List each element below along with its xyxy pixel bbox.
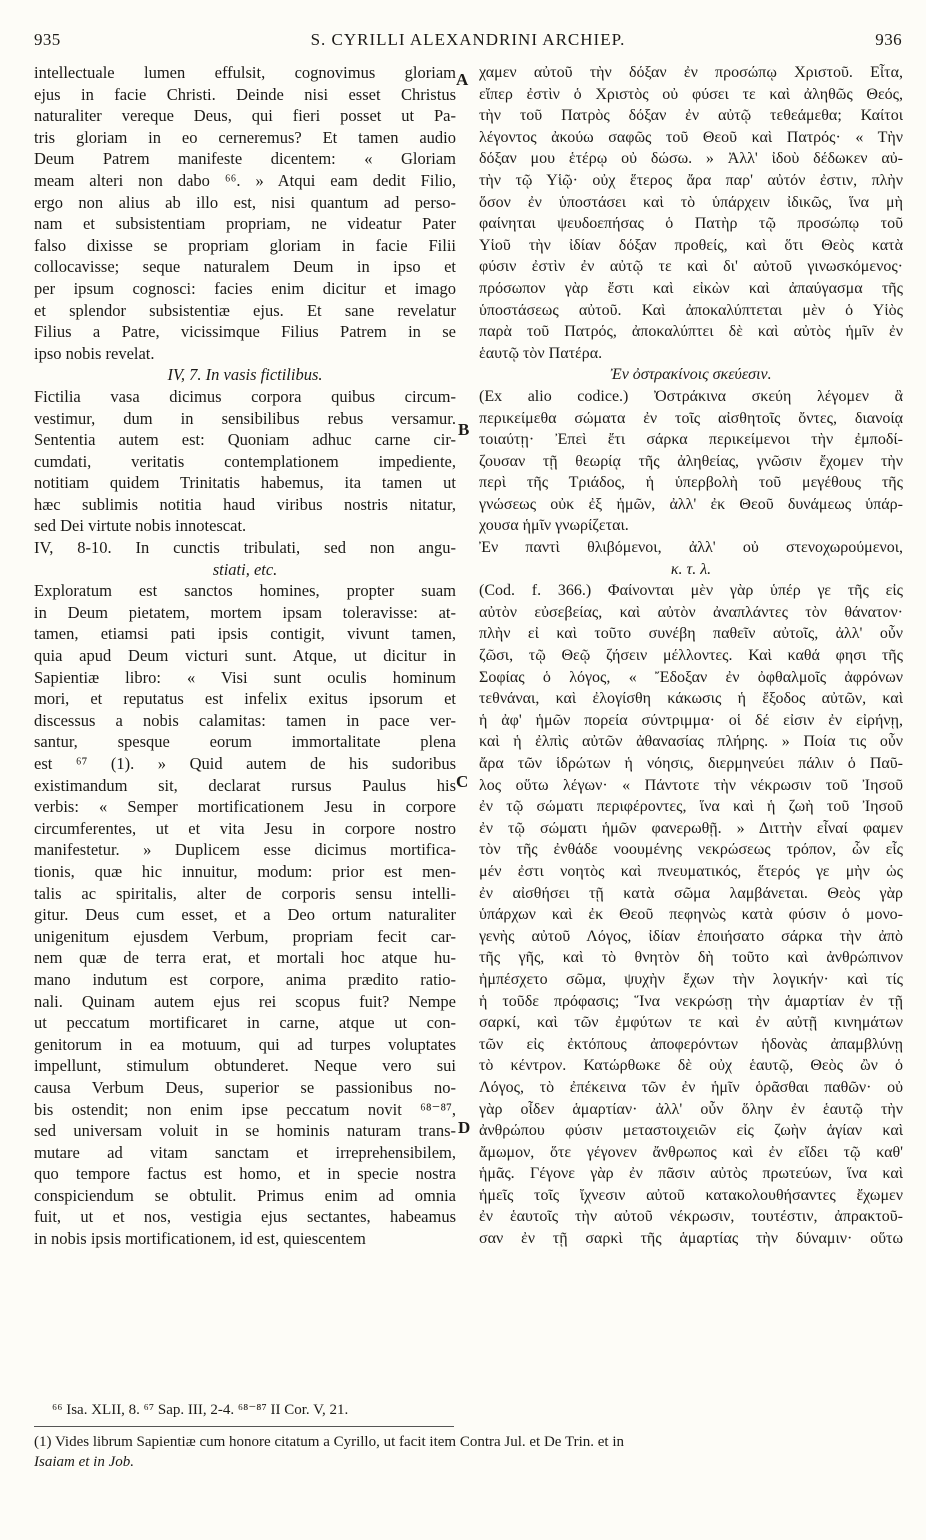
left-column-line: sed Dei virtute nobis innotescat. <box>34 516 247 536</box>
running-title: S. CYRILLI ALEXANDRINI ARCHIEP. <box>310 30 626 49</box>
margin-marker-b: B <box>458 420 470 439</box>
right-column-line: δόξαν μου ἑτέρῳ οὐ δώσω. » Ἀλλ' ἰδοὺ δέδωκεν αὐ- <box>479 150 903 168</box>
right-column-line: περικείμεθα σώματα ἐν τοῖς αἰσθητοῖς ὄντες, διανοίᾳ <box>479 409 903 427</box>
right-column-line: ἑαυτῷ τὸν Πατέρα. <box>479 344 603 362</box>
right-column-line: ἠμπέσχετο σῶμα, ψυχὴν ἔχων τὴν λογικήν· καὶ τίς <box>479 970 903 988</box>
left-column-line: IV, 7. In vasis fictilibus. <box>167 365 323 385</box>
right-column-line: τῆς γῆς, καὶ τὸ θνητὸν δὴ τοῦτο καὶ ἀνθρώπινον <box>479 949 903 967</box>
left-column-line: falso dixisse se propriam gloriam in facie Filii <box>34 235 456 255</box>
page-header <box>34 22 902 56</box>
left-column-line: unigenitum ejusdem Verbum, propriam fecit car- <box>34 926 456 946</box>
greek-column <box>479 62 903 1250</box>
left-column-line: sed universam voluit in se hominis naturam trans- <box>34 1121 456 1141</box>
left-column-line: mano indutum est corpore, anima prædito ratio- <box>34 969 456 989</box>
left-column-line: IV, 8-10. In cunctis tribulati, sed non angu- <box>34 538 456 558</box>
right-column-line: Ἐν ὀστρακίνοις σκεύεσιν. <box>610 366 772 384</box>
left-column-line: et splendor subsistentiæ ejus. Et sane revelatur <box>34 300 456 320</box>
left-column-line: in nobis ipsis mortificationem, id est, quiescentem <box>34 1229 366 1249</box>
right-column-line: λος οὕτω λέγων· « Πάντοτε τὴν νέκρωσιν τοῦ Ἰησοῦ <box>479 776 903 794</box>
right-column-line: ἡ ἀφ' ἡμῶν πορεία σύντριμμα· οἱ δέ εἰσιν ἐν εἰρήνῃ, <box>479 711 903 729</box>
right-column-line: Ἐν παντὶ θλιβόμενοι, ἀλλ' οὐ στενοχωρούμενοι, <box>479 539 903 557</box>
left-column-line: causa Verbum Deus, superior se passionibus no- <box>34 1077 456 1097</box>
left-column-line: intellectuale lumen effulsit, cognovimus gloriam <box>34 63 456 82</box>
left-column-line: nam et subsistentiam propriam, ne videatur Pater <box>34 214 456 234</box>
right-column-line: τεθνάναι, καὶ ἐλογίσθη κάκωσις ἡ ἔξοδος αὐτῶν, καὶ <box>479 690 903 708</box>
footnote-1-line-1: (1) Vides librum Sapientiæ cum honore citatum a Cyrillo, ut facit item Contra Jul. et De Trin. et in <box>34 1434 624 1450</box>
left-column-line: est ⁶⁷ (1). » Quid autem de his sudoribus <box>34 754 456 773</box>
margin-marker-c: C <box>456 772 469 791</box>
left-column-line: mori, et reputatus est infelix exitus ipsorum et <box>34 689 456 709</box>
right-column-line: ἐν ἑαυτοῖς τὴν αὐτοῦ νέκρωσιν, τουτέστιν, ἀπρακτοῦ- <box>479 1208 903 1226</box>
left-column-line: per ipsum cognosci: facies enim dicitur et imago <box>34 278 456 298</box>
left-column-line: conspiciendum se obtulit. Primus enim ad omnia <box>34 1185 456 1205</box>
left-column-line: bis ostendit; non enim ipse peccatum novit ⁶⁸⁻⁸⁷, <box>34 1099 456 1119</box>
left-column-line: verbis: « Semper mortificationem Jesu in corpore <box>34 797 456 817</box>
right-column-line: ὅσον ἐν ὑποστάσει καὶ τὸ ὑπάρχειν ἰδικῶς, ἵνα μὴ <box>479 193 903 211</box>
left-column-line: ejus in facie Christi. Deinde nisi esset Christus <box>34 84 456 104</box>
left-column-line: naturaliter vereque Deus, qui fieri posset ut Pa- <box>34 106 456 126</box>
left-column-line: ut peccatum mortificaret in carne, atque ut con- <box>34 1013 456 1033</box>
left-column-line: collocavisse; seque naturalem Deum in ipso et <box>34 257 456 277</box>
margin-marker-d: D <box>458 1118 471 1137</box>
right-column-line: αὐτὸν εὐσεβείας, καὶ αὐτὸν ἀναπλάντες τὸν θάνατον· <box>479 603 903 621</box>
right-column-line: σαν ἐν τῇ σαρκὶ τῆς ἁμαρτίας τὴν δύναμιν· οὕτω <box>479 1230 903 1248</box>
right-column-line: ἡμεῖς τοῖς ἴχνεσιν αὐτοῦ κατακολουθήσαντες ἔχωμεν <box>479 1186 903 1204</box>
left-column-line: circumferentes, ut et vita Jesu in corpore nostro <box>34 818 456 838</box>
left-column-line: mutare ad vitam sanctam et irreprehensibilem, <box>34 1142 456 1162</box>
left-column-line: ergo non alius ab illo est, nisi quantum ad perso- <box>34 192 456 212</box>
left-column-line: Filius a Patre, vicissimque Filius Patrem in se <box>34 322 456 342</box>
right-column-line: (Cod. f. 366.) Φαίνονται μὲν γὰρ ὑπέρ γε τῆς εἰς <box>479 582 903 600</box>
right-column-line: ἀνθρώπου φύσιν μεταστοιχειῶν εἰς ζωὴν ἁγίαν καὶ <box>479 1122 903 1140</box>
right-column-line: Σοφίας ὁ λόγος, « Ἔδοξαν ἐν ὀφθαλμοῖς ἀφρόνων <box>479 668 903 686</box>
right-column-line: πρόσωπον γὰρ ἔστι καὶ εἰκὼν καὶ ἀπαύγασμα τῆς <box>479 279 903 297</box>
left-column-line: discessus a nobis calamitas: tamen in pace ver- <box>34 710 456 730</box>
left-column-line: Sapientiæ libro: « Visi sunt oculis hominum <box>34 667 456 687</box>
left-column-line: Exploratum est sanctos homines, propter suam <box>34 581 456 601</box>
right-column-line: παρὰ τοῦ Πατρός, ἀποκαλύπτει δὲ καὶ αὐτὸς ἡμῖν ἐν <box>479 323 903 341</box>
footnote-references: ⁶⁶ Isa. XLII, 8. ⁶⁷ Sap. III, 2-4. ⁶⁸⁻⁸⁷ II Cor. V, 21. <box>52 1402 349 1418</box>
right-column-line: ζῶσι, τῷ Θεῷ ζήσειν μέλλοντες. Καὶ καθά φησι τῆς <box>479 647 903 665</box>
left-column-line: existimandum sit, declarat rursus Paulus his <box>34 775 456 795</box>
right-column-line: Λόγος, τὸ ἐπέκεινα τῶν ἐν ἡμῖν ὁρᾶσθαι παθῶν· οὐ <box>479 1078 903 1096</box>
right-column-line: ἄμωμον, ὅτε γέγονεν ἄνθρωπος καὶ ἐν εἴδει τῷ καθ' <box>479 1143 903 1161</box>
left-column-line: meam alteri non dabo ⁶⁶. » Atqui eam dedit Filio, <box>34 170 456 190</box>
left-column-line: manifestetur. » Duplicem esse dicimus mortifica- <box>34 840 456 860</box>
right-column-line: ἡ τοῦδε πρόφασις; Ἵνα νεκρώσῃ τὴν ἁμαρτίαν ἐν τῇ <box>479 992 903 1010</box>
left-column-line: notitiam quidem Trinitatis habemus, ita tamen ut <box>34 473 456 493</box>
right-column-line: γνώσεως οὐκ ἐξ ἡμῶν, ἀλλ' ἐκ Θεοῦ δυνάμεως ὑπάρ- <box>479 495 903 513</box>
right-column-line: ἄρα τῶν ἱδρώτων ἡ νόησις, διερμηνεύει πάλιν ὁ Παῦ- <box>479 755 903 772</box>
right-column-line: Υἱοῦ τὴν ἰδίαν δόξαν προθείς, καὶ ὅτι Θεὸς κατὰ <box>479 236 903 254</box>
left-column-line: quo tempore factus est homo, et in specie nostra <box>34 1164 456 1184</box>
left-column-line: tionis, quæ hic innuitur, modum: prior est men- <box>34 861 456 881</box>
left-column-line: genitorum in ea motuum, qui ad turpes voluptates <box>34 1034 456 1054</box>
left-column-line: talis ac spiritalis, alter de corporis sensu intelli- <box>34 883 456 903</box>
right-column-line: (Ex alio codice.) Ὀστράκινα σκεύη λέγομεν ἃ <box>479 387 903 405</box>
right-column-line: τὴν τῷ Υἱῷ· οὐχ ἕτερος ἄρα παρ' αὐτόν ἐστιν, πλὴν <box>479 171 903 189</box>
right-column-line: καὶ ἡ ἐλπὶς αὐτῶν ἀθανασίας πλήρης. » Ποία τις οὖν <box>479 733 903 751</box>
left-column-line: stiati, etc. <box>212 559 278 579</box>
footnote-1-line-2: Isaiam et in Job. <box>34 1454 134 1470</box>
page-number-right: 936 <box>875 30 902 49</box>
right-column-line: μέν ἐστι νοητὸς καὶ πνευματικός, ἕτερός γε μὴν ὡς <box>479 862 903 880</box>
right-column-line: εἴπερ ἐστὶν ὁ Χριστὸς οὐ φύσει τε καὶ ἀληθῶς Θεός, <box>479 85 903 103</box>
right-column-line: γενὴς αὐτοῦ Λόγος, ἰδίαν ἐποιήσατο σάρκα τὴν ἀπὸ <box>479 927 903 945</box>
left-column-line: Deum Patrem manifeste dicentem: « Gloriam <box>34 149 456 169</box>
left-column-line: impellunt, stimulum obtunderet. Neque vero sui <box>34 1056 456 1076</box>
left-column-line: hæc sublimis notitia haud viribus nostris nitatur, <box>34 494 456 514</box>
right-column-line: ἡμᾶς. Γέγονε γὰρ ἐν πᾶσιν αὐτὸς πρωτεύων, ἵνα καὶ <box>479 1165 903 1183</box>
right-column-line: ὑπάρχων καὶ ἐκ Θεοῦ πεφηνὼς κατὰ φύσιν ὁ μονο- <box>479 906 903 924</box>
left-column-line: nem quæ de terra erat, et mortali hoc atque hu- <box>34 948 456 968</box>
right-column-line: χαμεν αὐτοῦ τὴν δόξαν ἐν προσώπῳ Χριστοῦ. Εἶτα, <box>479 64 903 81</box>
left-column-line: ipso nobis revelat. <box>34 343 155 363</box>
right-column-line: λέγοντος ἀκούω σαφῶς τοῦ Θεοῦ καὶ Πατρός· « Τὴν <box>479 128 903 146</box>
left-column-line: gitur. Deus cum esset, et a Deo ortum naturaliter <box>34 905 456 925</box>
left-column-line: Sententia autem est: Quoniam adhuc carne cir- <box>34 430 456 450</box>
left-column-line: tris gloriam in eo cerneremus? Et tamen audio <box>34 127 456 147</box>
right-column-line: ἐν αἰσθήσει τῇ κατὰ σῶμα λαμβάνεται. Θεὸς γὰρ <box>479 884 903 902</box>
left-column-line: cumdati, veritatis contemplationem impediente, <box>34 451 456 471</box>
page-number-left: 935 <box>34 30 61 49</box>
right-column-line: περὶ τῆς Τριάδος, ἡ ὑπερβολὴ τοῦ μεγέθους τῆς <box>479 474 903 492</box>
right-column-line: ἐν τῷ σώματι περιφέροντες, ἵνα καὶ ἡ ζωὴ τοῦ Ἰησοῦ <box>479 798 903 816</box>
left-column-line: fuit, ut et nos, vestigia ejus sectantes, habeamus <box>34 1207 456 1227</box>
right-column-line: τὴν τοῦ Πατρὸς δόξαν ἐν αὐτῷ τεθεάμεθα; Καίτοι <box>479 107 903 125</box>
right-column-line: γὰρ οἶδεν ἁμαρτίαν· ἀλλ' οὖν ὅλην ἐν ἑαυτῷ τὴν <box>479 1100 903 1118</box>
right-column-line: φύσιν ἐστὶν ἐν αὐτῷ τε καὶ δι' αὐτοῦ γινωσκόμενος· <box>479 258 903 276</box>
left-column-line: in Deum pietatem, mortem ipsam toleravisse: at- <box>34 602 456 622</box>
right-column-line: κ. τ. λ. <box>670 560 712 578</box>
left-column-line: nali. Quinam autem ejus rei scopus fuit? Nempe <box>34 991 456 1011</box>
left-column-line: quia apud Deum victuri sunt. Atque, ut dicitur in <box>34 646 456 666</box>
right-column-line: ἐν τῷ σώματι ἡμῶν φανερωθῇ. » Διττὴν εἶναί φαμεν <box>479 819 903 837</box>
right-column-line: ζουσαν τῇ θεωρίᾳ τῆς ἀληθείας, γνῶσιν ἔχομεν τὴν <box>479 452 903 470</box>
right-column-line: τὸ κέντρον. Κατώρθωκε δὲ οὐχ ἑαυτῷ, Θεὸς ὢν ὁ <box>479 1057 903 1075</box>
right-column-line: τῶν εἰς ἐκτόπους ἀποφερόντων ἡδονὰς ἀπαμβλύνῃ <box>479 1035 903 1053</box>
latin-column <box>34 62 456 1250</box>
right-column-line: χουσα ἡμῖν γνωρίζεται. <box>479 517 629 535</box>
right-column-line: πλὴν εἰ καὶ τοῦτο συνέβη παθεῖν αὐτοῖς, ἀλλ' οὖν <box>479 625 903 643</box>
right-column-line: τοιαύτῃ· Ἐπεὶ ἔτι σάρκα περικείμενοι τὴν ἐμποδί- <box>479 431 903 449</box>
right-column-line: φαίνηται ψευδοεπήσας ὁ Πατὴρ τῷ προσώπῳ τοῦ <box>479 215 903 233</box>
left-column-line: Fictilia vasa dicimus corpora quibus circum- <box>34 386 456 406</box>
left-column-line: vestimur, dum in sensibilibus rebus versamur. <box>34 408 456 428</box>
left-column-line: santur, spesque eorum immortalitate plena <box>34 732 456 752</box>
right-column-line: σαρκί, καὶ τῶν ἐμφύτων τε καὶ ἐν αὐτῇ κινημάτων <box>479 1014 903 1032</box>
footnote-divider <box>34 1426 454 1427</box>
margin-marker-a: A <box>456 70 469 89</box>
right-column-line: ὑποστάσεως αὐτοῦ. Καὶ ἀποκαλύπτεται μὲν ὁ Υἱὸς <box>479 301 903 319</box>
right-column-line: τὸν τῆς ἐνθάδε νοουμένης νεκρώσεως τρόπον, ὧν εἷς <box>479 841 903 859</box>
left-column-line: tamen, etiamsi pati ipsis contigit, vivunt tamen, <box>34 624 456 644</box>
